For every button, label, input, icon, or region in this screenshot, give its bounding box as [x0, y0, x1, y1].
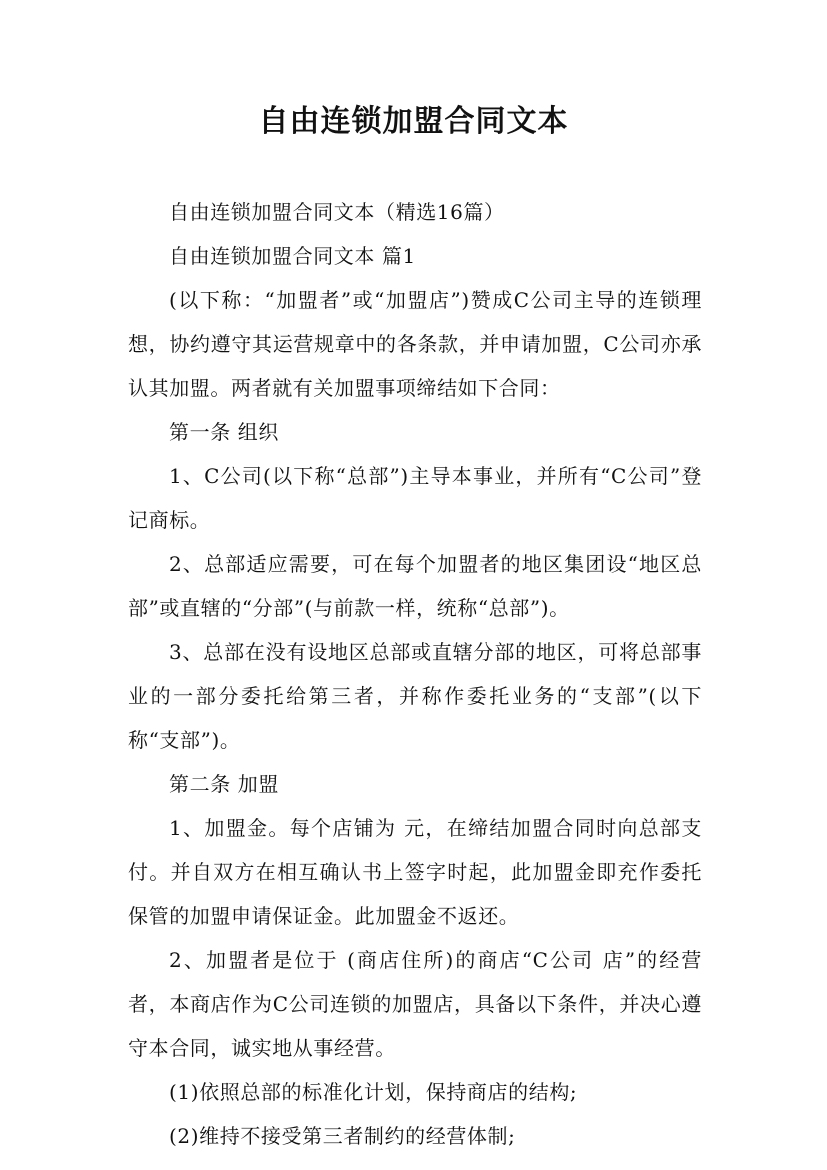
article-2-clause-1: 1、加盟金。每个店铺为 元，在缔结加盟合同时向总部支付。并自双方在相互确认书上签字时起，此加盟金即充作委托保管的加盟申请保证金。此加盟金不返还。	[128, 816, 702, 928]
article-1-clause-3: 3、总部在没有设地区总部或直辖分部的地区，可将总部事业的一部分委托给第三者，并称作委托业务的“支部”(以下称“支部”)。	[128, 640, 702, 752]
article-1-clause-2: 2、总部适应需要，可在每个加盟者的地区集团设“地区总部”或直辖的“分部”(与前款一样，统称“总部”)。	[128, 552, 702, 620]
article-2-clause-2: 2、加盟者是位于 (商店住所)的商店“C公司 店”的经营者，本商店作为C公司连锁的加盟店，具备以下条件，并决心遵守本合同，诚实地从事经营。	[128, 948, 702, 1060]
paragraph-section-heading: 自由连锁加盟合同文本 篇1	[169, 244, 416, 268]
article-2-condition-2: (2)维持不接受第三者制约的经营体制;	[169, 1124, 516, 1148]
document-body	[128, 190, 702, 1158]
paragraph-preamble: (以下称：“加盟者”或“加盟店”)赞成C公司主导的连锁理想，协约遵守其运营规章中的各条款，并申请加盟，C公司亦承认其加盟。两者就有关加盟事项缔结如下合同：	[128, 288, 702, 400]
article-2-condition-1: (1)依照总部的标准化计划，保持商店的结构;	[169, 1080, 578, 1104]
article-1-clause-1: 1、C公司(以下称“总部”)主导本事业，并所有“C公司”登记商标。	[128, 464, 702, 532]
document-title: 自由连锁加盟合同文本	[258, 104, 569, 139]
paragraph-subtitle: 自由连锁加盟合同文本（精选16篇）	[169, 200, 505, 224]
article-2-heading: 第二条 加盟	[169, 772, 279, 796]
article-1-heading: 第一条 组织	[169, 420, 279, 444]
